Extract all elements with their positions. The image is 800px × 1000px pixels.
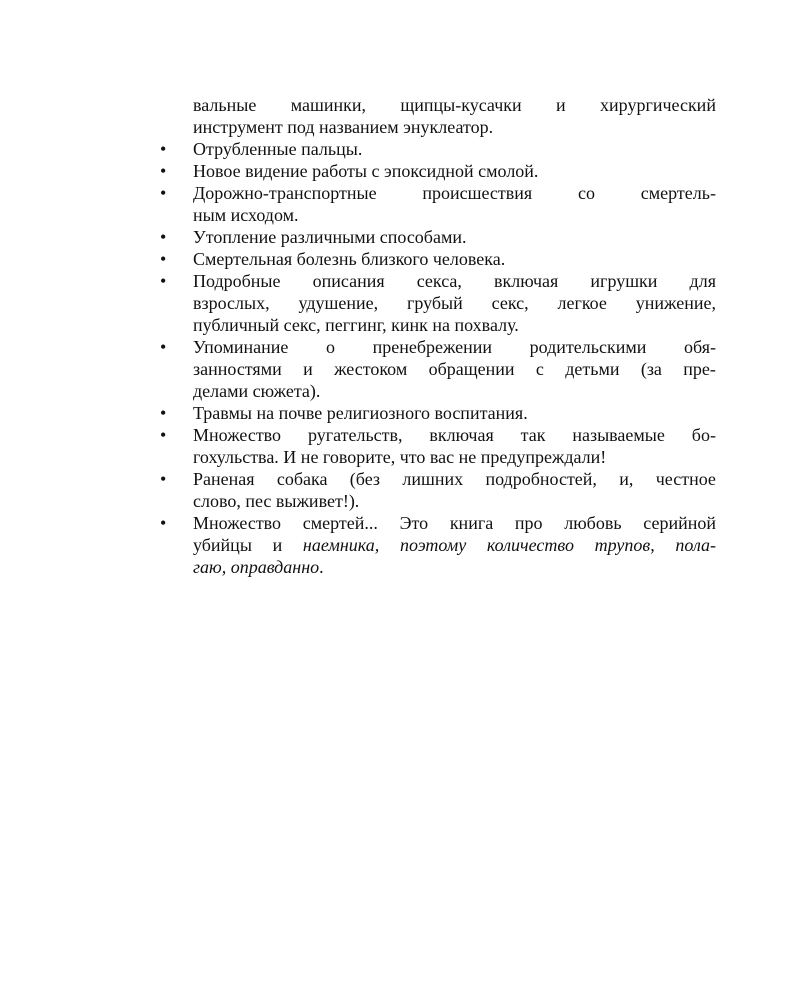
word: с <box>535 359 544 379</box>
word: и <box>556 95 566 115</box>
line-text <box>193 270 716 292</box>
word: серийной <box>643 513 716 533</box>
line-text <box>193 94 716 116</box>
word: (за <box>640 359 662 379</box>
word: пренебрежении <box>372 337 493 357</box>
word: о <box>325 337 335 357</box>
word: лишних <box>402 469 464 489</box>
word: смертей... <box>302 513 378 533</box>
word: и <box>303 359 313 379</box>
line-text: Новое видение работы с эпоксидной смолой. <box>193 161 539 181</box>
line-text: гохульства. И не говорите, что вас не предупреждали! <box>193 447 607 467</box>
line-text: Травмы на почве религиозного воспитания. <box>193 403 528 423</box>
text-line <box>160 314 716 336</box>
bullet-marker: • <box>160 271 167 291</box>
text-line <box>160 226 716 248</box>
line-text: Утопление различными способами. <box>193 227 467 247</box>
text-line <box>160 402 716 424</box>
italic-text: гаю, оправданно <box>193 557 320 577</box>
text-line <box>160 468 716 490</box>
text-line <box>160 292 716 314</box>
word: честное <box>655 469 716 489</box>
word: секса, <box>416 271 462 291</box>
word: Подробные <box>193 271 281 291</box>
line-text <box>193 292 716 314</box>
text-line <box>160 534 716 556</box>
word: обя- <box>684 337 716 357</box>
line-text: Смертельная болезнь близкого человека. <box>193 249 506 269</box>
word: Множество <box>193 513 282 533</box>
line-text <box>193 358 716 380</box>
line-text <box>193 424 716 446</box>
word: взрослых, <box>193 293 270 313</box>
word: Множество <box>193 425 282 445</box>
text-line <box>160 380 716 402</box>
word: смертель- <box>640 183 716 203</box>
bullet-marker: • <box>160 513 167 533</box>
word: Это <box>399 513 429 533</box>
word: Упоминание <box>193 337 289 357</box>
bullet-marker: • <box>160 227 167 247</box>
text-line <box>160 424 716 446</box>
line-text: Отрубленные пальцы. <box>193 139 363 159</box>
bullet-list <box>160 94 716 578</box>
word: бо- <box>691 425 716 445</box>
text-line <box>160 182 716 204</box>
italic-text: наемника, поэтому количество трупов, пола- <box>302 535 716 555</box>
word: удушение, <box>298 293 379 313</box>
line-text: ным исходом. <box>193 205 299 225</box>
text-line <box>160 270 716 292</box>
word: жестоком <box>334 359 408 379</box>
word: игрушки <box>590 271 658 291</box>
word: про <box>514 513 543 533</box>
line-text: слово, пес выживет!). <box>193 491 360 511</box>
word: описания <box>312 271 385 291</box>
bullet-marker: • <box>160 139 167 159</box>
text-line <box>160 116 716 138</box>
word: называемые <box>572 425 665 445</box>
text-line <box>160 336 716 358</box>
text-line <box>160 248 716 270</box>
text-line <box>160 94 716 116</box>
word: книга <box>449 513 494 533</box>
word: пре- <box>683 359 716 379</box>
line-text <box>193 468 716 490</box>
regular-text: убийцы и <box>193 535 303 555</box>
word: подробностей, <box>485 469 597 489</box>
word: и, <box>619 469 634 489</box>
word: собака <box>276 469 328 489</box>
line-text: публичный секс, пеггинг, кинк на похвалу. <box>193 315 519 335</box>
word: со <box>578 183 595 203</box>
word: происшествия <box>422 183 533 203</box>
word: машинки, <box>290 95 366 115</box>
text-line <box>160 160 716 182</box>
word: так <box>520 425 546 445</box>
word: ругательств, <box>307 425 403 445</box>
word: (без <box>349 469 381 489</box>
regular-text: . <box>319 557 324 577</box>
line-text <box>193 336 716 358</box>
text-line <box>160 512 716 534</box>
line-text: делами сюжета). <box>193 381 321 401</box>
text-line <box>160 490 716 512</box>
bullet-marker: • <box>160 249 167 269</box>
word: вальные <box>193 95 257 115</box>
word: Раненая <box>193 469 255 489</box>
word: щипцы-кусачки <box>400 95 522 115</box>
text-line <box>160 138 716 160</box>
word: любовь <box>564 513 622 533</box>
bullet-marker: • <box>160 403 167 423</box>
line-text <box>193 512 716 534</box>
line-text <box>193 556 716 578</box>
bullet-marker: • <box>160 469 167 489</box>
text-line <box>160 204 716 226</box>
word: включая <box>429 425 494 445</box>
word: занностями <box>193 359 282 379</box>
word: Дорожно-транспортные <box>193 183 377 203</box>
text-line <box>160 358 716 380</box>
word: унижение, <box>635 293 716 313</box>
line-text <box>193 534 716 556</box>
text-line <box>160 556 716 578</box>
word: для <box>689 271 716 291</box>
word: детьми <box>565 359 620 379</box>
bullet-marker: • <box>160 425 167 445</box>
bullet-marker: • <box>160 337 167 357</box>
bullet-marker: • <box>160 183 167 203</box>
word: хирургический <box>600 95 716 115</box>
word: родительскими <box>529 337 647 357</box>
word: включая <box>494 271 559 291</box>
text-line <box>160 446 716 468</box>
bullet-marker: • <box>160 161 167 181</box>
line-text: инструмент под названием энуклеатор. <box>193 117 494 137</box>
word: грубый <box>406 293 463 313</box>
word: секс, <box>491 293 529 313</box>
word: обращении <box>428 359 515 379</box>
line-text <box>193 182 716 204</box>
word: легкое <box>557 293 607 313</box>
